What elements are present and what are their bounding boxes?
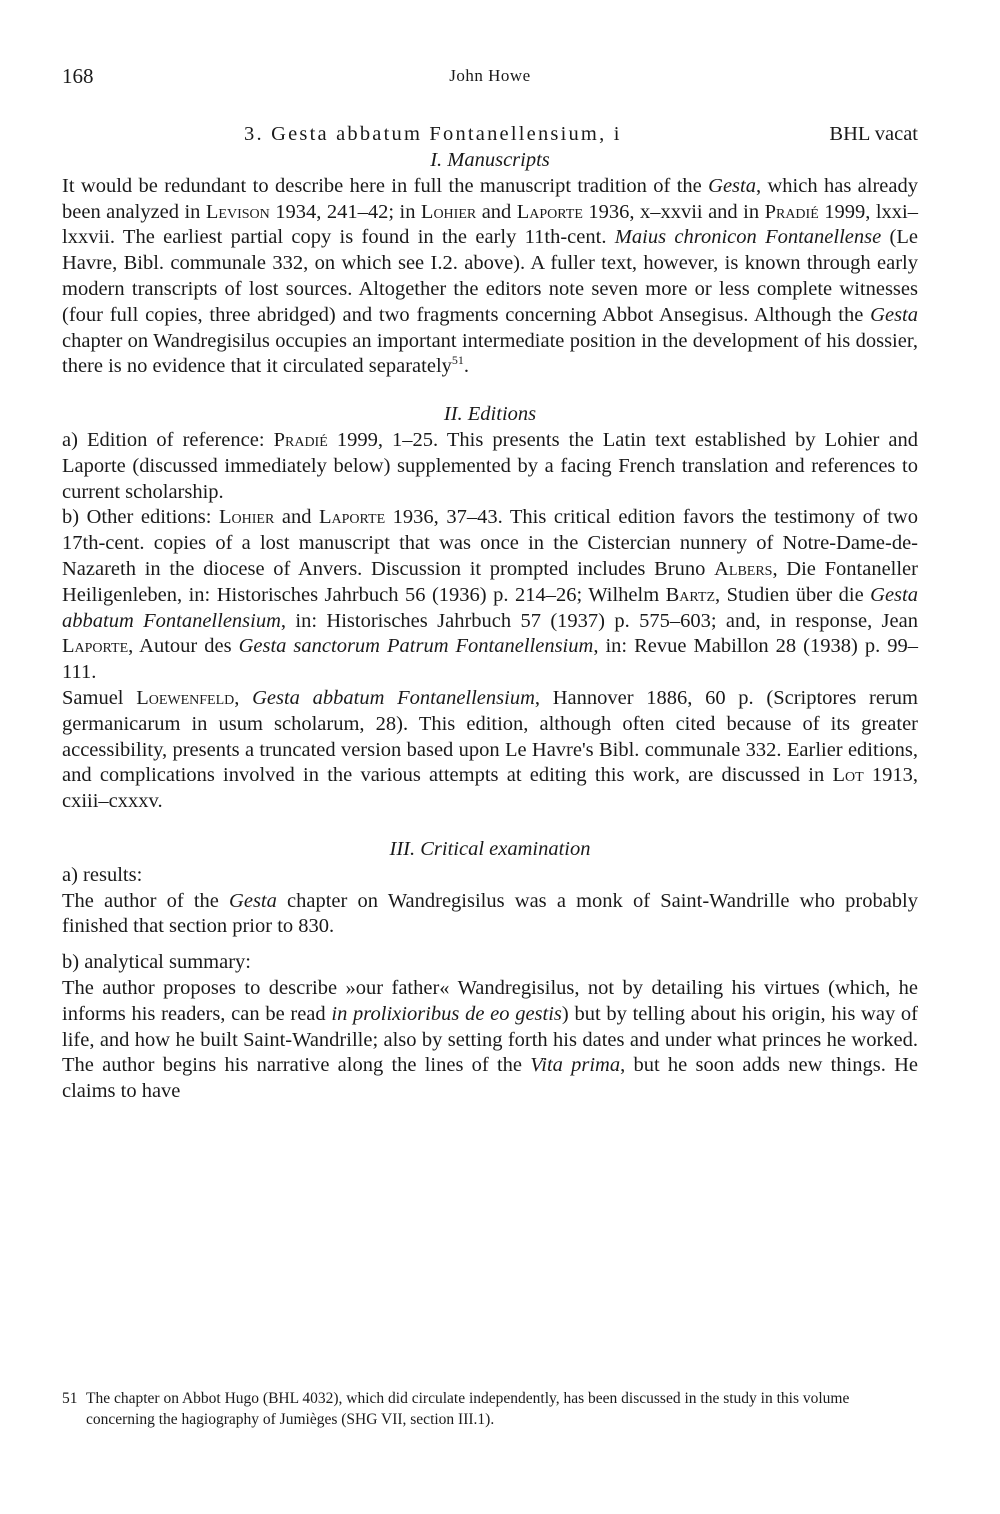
footnote-reference: 51 [451, 353, 464, 368]
page-number: 168 [62, 64, 94, 88]
editions-heading: II. Editions [443, 403, 537, 426]
section-title: 3. Gesta abbatum Fontanellensium, i [244, 123, 622, 145]
other-editions: b) Other editions: Lohier and Laporte 1936, 37–43. This critical edition favors the testimony of two 17th-cent. copies of a lost manuscript that was once in the Cistercian nunnery of Notre-Dame-de-Nazareth in the diocese of Anvers. Discussion it prompted includes Bruno Albers, Die Fontaneller Heiligenleben, in: Historisches Jahrbuch 56 (1936) p. 214–26; Wilhelm Bartz, Studien über die Gesta abbatum Fontanellensium, in: Historisches Jahrbuch 57 (1937) p. 575–603; and, in response, Jean Laporte, Autour des Gesta sanctorum Patrum Fontanellensium, in: Revue Mabillon 28 (1938) p. 99–111. [62, 506, 918, 684]
edition-of-reference: a) Edition of reference: Pradié 1999, 1–25. This presents the Latin text established by Lohier and Laporte (discussed immediately below) supplemented by a facing French translation and references to current scholarship. [62, 428, 918, 503]
results-label: a) results: [62, 863, 143, 886]
manuscripts-heading: I. Manuscripts [430, 149, 550, 171]
results-paragraph: The author of the Gesta chapter on Wandregisilus was a monk of Saint-Wandrille who probably finished that section prior to 830. [62, 889, 918, 938]
running-head: John Howe [449, 66, 531, 85]
page-header [62, 64, 918, 94]
footnote [62, 1388, 918, 1430]
loewenfeld-edition: Samuel Loewenfeld, Gesta abbatum Fontanellensium, Hannover 1886, 60 p. (Scriptores rerum germanicarum in usum scholarum, 28). This edition, although often cited because of its greater accessibility, presents a truncated version based upon Le Havre's Bibl. communale 332. Earlier editions, and complications involved in the various attempts at editing this work, are discussed in Lot 1913, cxiii–cxxxv. [62, 686, 919, 813]
footnote-text: The chapter on Abbot Hugo (BHL 4032), which did circulate independently, has been discussed in the study in this volume concerning the hagiography of Jumièges (SHG VII, section III.1). [86, 1390, 850, 1428]
summary-paragraph: The author proposes to describe »our father« Wandregisilus, not by detailing his virtues (which, he informs his readers, can be read in prolixioribus de eo gestis) but by telling about his origin, his way of life, and how he built Saint-Wandrille; also by setting forth his dates and under what princes he worked. The author begins his narrative along the lines of the Vita prima, but he soon adds new things. He claims to have [62, 976, 918, 1103]
footnote-number: 51 [62, 1390, 78, 1407]
section-title-row [62, 122, 918, 148]
summary-label: b) analytical summary: [62, 951, 251, 974]
bhl-reference: BHL vacat [829, 123, 918, 145]
manuscripts-paragraph: It would be redundant to describe here in full the manuscript tradition of the Gesta, which has already been analyzed in Levison 1934, 241–42; in Lohier and Laporte 1936, x–xxvii and in Pradié 1999, lxxi–lxxvii. The earliest partial copy is found in the early 11th-cent. Maius chronicon Fontanellense (Le Havre, Bibl. communale 332, on which see I.2. above). A fuller text, however, is known through early modern transcripts of lost sources. Altogether the editors note seven more or less complete witnesses (four full copies, three abridged) and two fragments concerning Abbot Ansegisus. Although the Gesta chapter on Wandregisilus occupies an important intermediate position in the development of his dossier, there is no evidence that it circulated separately$^{51}$. [62, 174, 919, 378]
critical-examination-heading: III. Critical examination [389, 837, 591, 860]
body-text [62, 122, 918, 1105]
